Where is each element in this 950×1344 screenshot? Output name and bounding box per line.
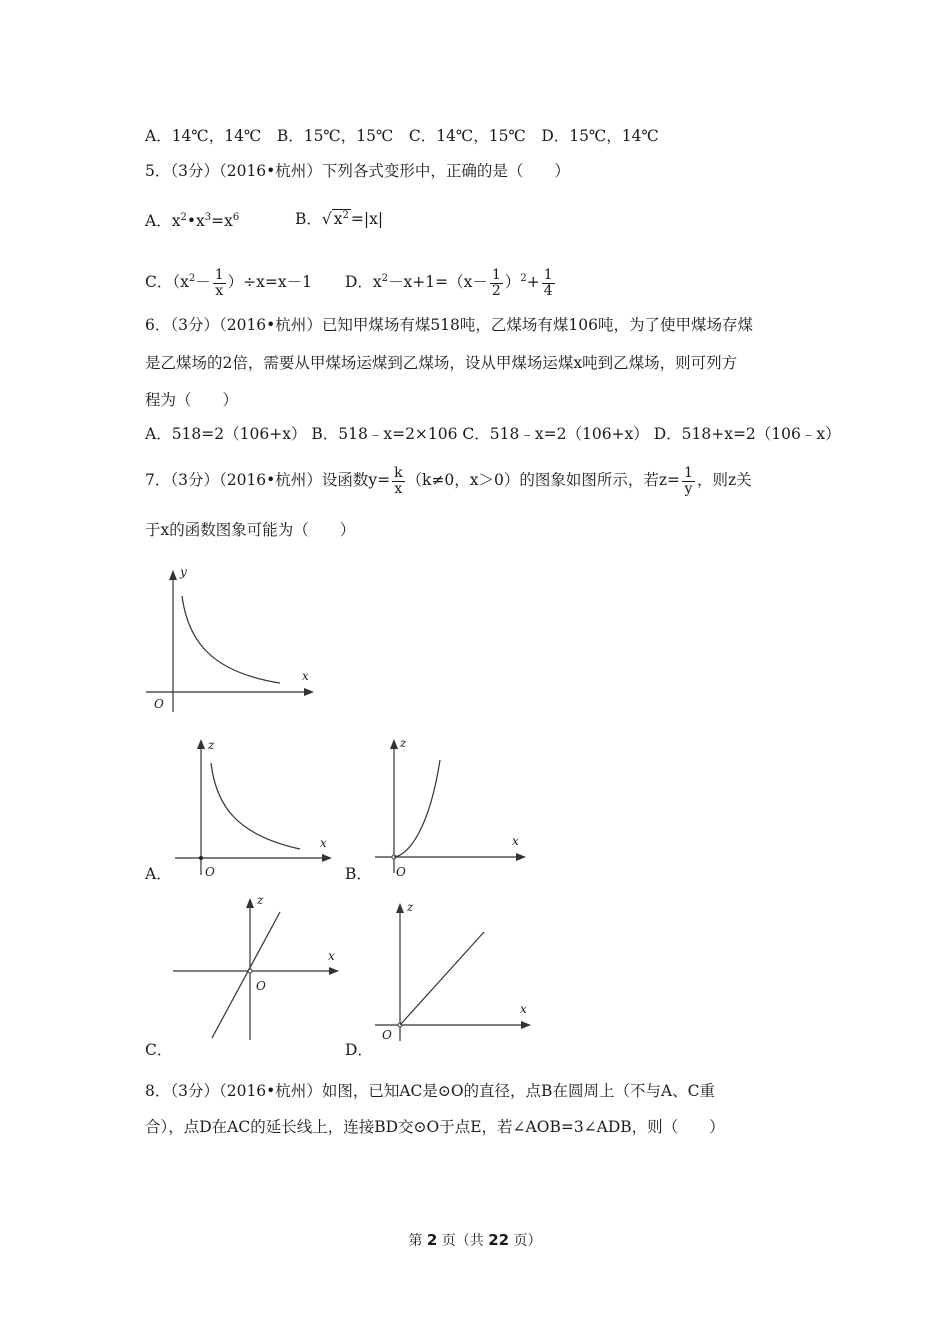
q8-line2: 合），点D在AC的延长线上，连接BD交⊙O于点E，若∠AOB=3∠ADB，则（ ） — [145, 1118, 725, 1136]
q5-d-close: ） — [504, 273, 521, 292]
q5-a-prefix: A．x — [145, 212, 181, 231]
q5-b-rad-exp: 2 — [342, 210, 349, 221]
graph-a-label: A． — [145, 865, 172, 883]
q5-d-fraction2 — [542, 268, 555, 299]
q7-f1-den: x — [394, 480, 403, 497]
q5-d-plus: + — [526, 273, 540, 292]
q5-c-den: x — [215, 282, 224, 299]
q7-line1 — [145, 462, 752, 498]
graph-d — [372, 895, 537, 1045]
q5-d-mid: －x+1=（x－ — [388, 273, 488, 292]
q5-option-d — [345, 262, 557, 299]
q5-a-eq: =x — [211, 212, 233, 231]
graph-main-y-label: y — [180, 565, 187, 579]
q6-line2: 是乙煤场的2倍，需要从甲煤场运煤到乙煤场，设从甲煤场运煤x吨到乙煤场，则可列方 — [145, 354, 738, 372]
graph-main-origin: O — [154, 697, 164, 711]
q7-line2: 于x的函数图象可能为（ ） — [145, 521, 356, 539]
graph-c-origin: O — [256, 979, 266, 993]
q5-d-num1: 1 — [491, 266, 501, 283]
q4-options: A．14℃，14℃ B．15℃，15℃ C．14℃，15℃ D．15℃，14℃ — [145, 127, 659, 145]
q5-c-num: 1 — [214, 266, 224, 283]
footer-pre: 第 — [408, 1233, 427, 1249]
q6-line3: 程为（ ） — [145, 391, 239, 409]
graph-c — [170, 890, 345, 1045]
q5-d-exp: 2 — [381, 273, 389, 284]
q5-b-suffix: =|x| — [350, 210, 384, 229]
q5-d-den1: 2 — [491, 282, 501, 299]
q5-a-exp2: 3 — [204, 212, 212, 223]
graph-a-x-label: x — [320, 836, 327, 850]
q7-f2-den: y — [684, 480, 693, 497]
q7-f1-num: k — [394, 464, 403, 481]
q5-d-fraction1 — [490, 268, 503, 299]
graph-c-z-label: z — [257, 893, 264, 907]
graph-b — [370, 735, 530, 880]
graph-b-label: B． — [345, 865, 372, 883]
graph-b-origin: O — [396, 865, 406, 879]
page-footer — [0, 1230, 950, 1250]
q7-post: ，则z关 — [696, 471, 752, 489]
q8-line1: 8．（3分）（2016•杭州）如图，已知AC是⊙O的直径，点B在圆周上（不与A、C重 — [145, 1082, 716, 1100]
graph-a-origin: O — [205, 865, 215, 879]
graph-b-x-label: x — [512, 834, 519, 848]
graph-main-x-label: x — [302, 669, 309, 683]
footer-page-number: 2 — [426, 1231, 438, 1249]
footer-mid: 页（共 — [437, 1233, 489, 1249]
graph-a — [170, 735, 335, 880]
q5-d-exp2: 2 — [520, 273, 527, 284]
q6-line1: 6．（3分）（2016•杭州）已知甲煤场有煤518吨，乙煤场有煤106吨，为了使甲煤场存煤 — [145, 316, 753, 334]
q5-c-minus: － — [195, 273, 211, 292]
q7-fraction-1-y — [682, 466, 695, 497]
q5-d-num2: 1 — [543, 266, 553, 283]
q5-a-mid: •x — [186, 212, 205, 231]
graph-d-x-label: x — [520, 1002, 527, 1016]
q5-a-exp3: 6 — [232, 212, 240, 223]
footer-total-pages: 22 — [488, 1231, 510, 1249]
q7-mid: （k≠0，x＞0）的图象如图所示，若z= — [406, 471, 681, 489]
q6-options: A．518=2（106+x） B．518﹣x=2×106 C．518﹣x=2（106+x） D．518+x=2（106﹣x） — [145, 425, 841, 443]
footer-post: 页） — [509, 1233, 542, 1249]
q7-fraction-k-x — [392, 466, 404, 497]
q5-stem: 5．（3分）（2016•杭州）下列各式变形中，正确的是（ ） — [145, 162, 570, 180]
q5-c-prefix: C．（x — [145, 273, 189, 292]
q5-option-b — [295, 206, 383, 229]
q5-b-rad: x — [333, 210, 343, 229]
graph-a-z-label: z — [208, 738, 215, 752]
graph-d-origin: O — [382, 1028, 392, 1042]
graph-c-label: C． — [145, 1041, 173, 1059]
q5-option-a — [145, 208, 239, 231]
q5-d-den2: 4 — [543, 282, 553, 299]
q5-c-suffix: ）÷x=x－1 — [227, 273, 312, 292]
graph-c-x-label: x — [328, 949, 335, 963]
q5-c-exp: 2 — [188, 273, 196, 284]
q5-d-prefix: D．x — [345, 273, 382, 292]
graph-d-label: D． — [345, 1041, 373, 1059]
q5-b-prefix: B． — [295, 210, 322, 229]
graph-d-z-label: z — [407, 900, 414, 914]
q5-a-exp1: 2 — [180, 212, 187, 223]
q5-c-fraction — [213, 268, 226, 299]
graph-b-z-label: z — [400, 736, 407, 750]
graph-main — [140, 560, 320, 720]
sqrt-symbol: √ $x^2$ — [321, 210, 349, 229]
q7-pre: 7．（3分）（2016•杭州）设函数y= — [145, 471, 391, 489]
q7-f2-num: 1 — [684, 464, 693, 481]
q5-option-c — [145, 262, 312, 299]
